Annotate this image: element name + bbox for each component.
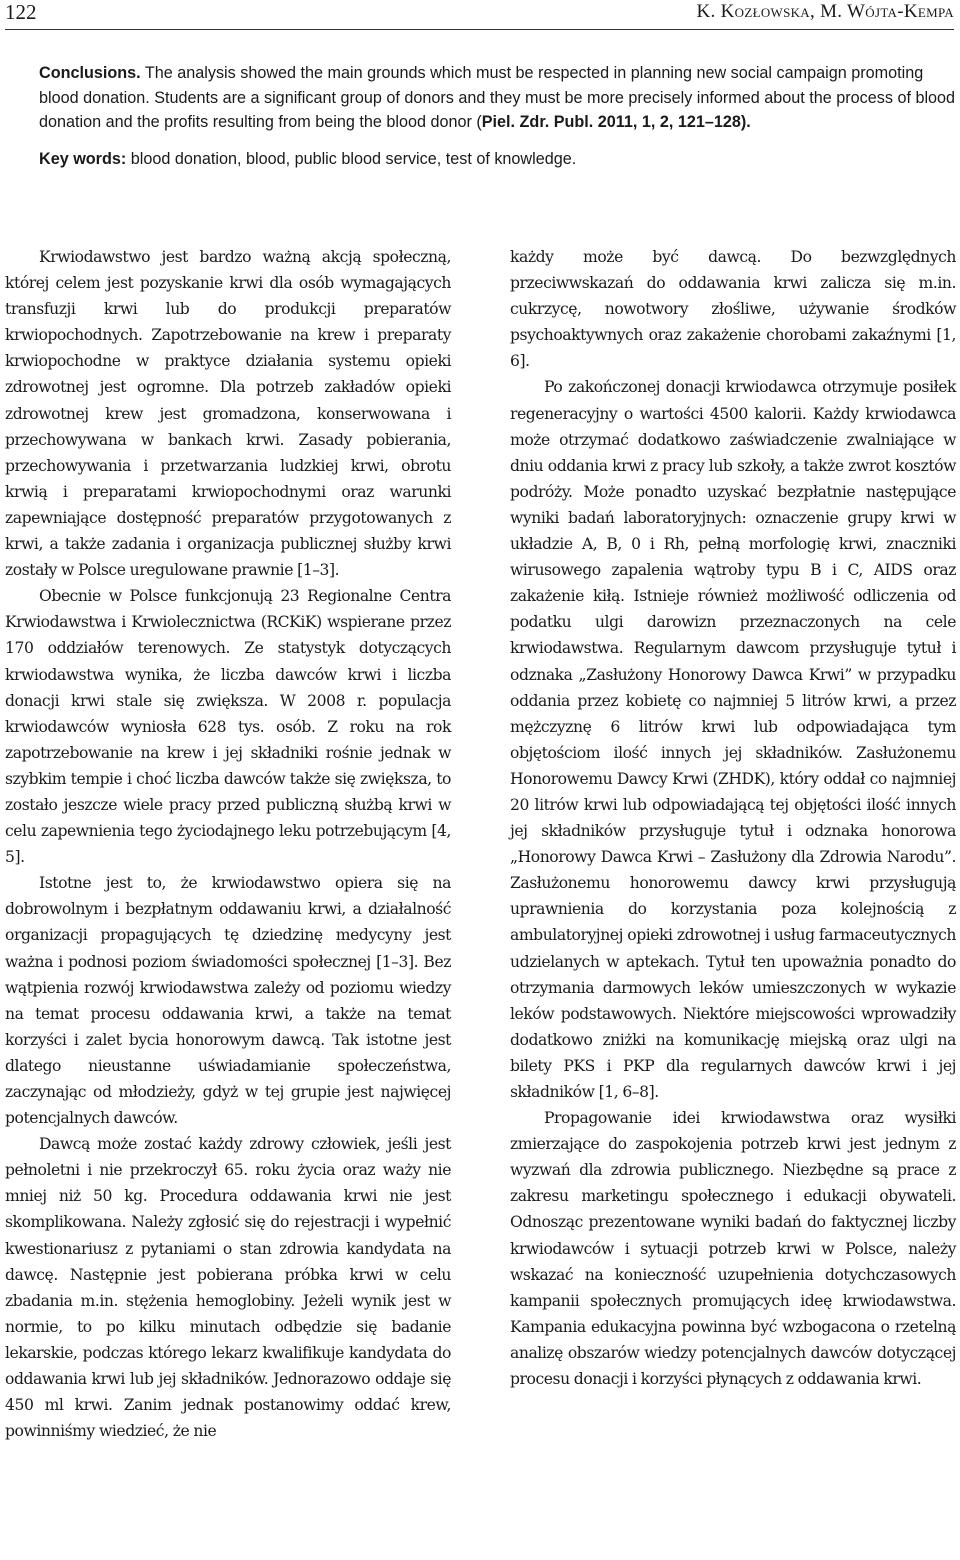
conclusions-label: Conclusions. <box>39 64 141 82</box>
body-paragraph: Obecnie w Polsce funkcjonują 23 Regionalne Centra Krwiodawstwa i Krwiolecznictwa (RCKiK) wspierane przez 170 oddziałów terenowych. Ze statystyk dotyczących krwiodawstwa wynika, że liczba dawców krwi i liczba donacji krwi stale się zwiększa. W 2008 r. populacja krwiodawców wyniosła 628 tys. osób. Z roku na rok zapotrzebowanie na krew i jej składniki rośnie jednak w szybkim tempie i choć liczba dawców także się zwiększa, to zostało jeszcze wiele pracy przed publiczną służbą krwi w celu zapewnienia tego życiodajnego leku potrzebującym [4, 5]. <box>5 587 451 867</box>
body-right-column <box>510 244 956 1392</box>
keywords-text: blood donation, blood, public blood service, test of knowledge. <box>130 149 577 168</box>
citation: Piel. Zdr. Publ. 2011, 1, 2, 121–128 <box>481 113 741 131</box>
abstract-section <box>39 61 957 171</box>
page-number: 122 <box>5 0 37 24</box>
page-header <box>5 0 954 26</box>
body-paragraph: Istotne jest to, że krwiodawstwo opiera się na dobrowolnym i bezpłatnym oddawaniu krwi, a działalność organizacji propagujących tę dziedzinę medycyny jest ważna i podnosi poziom świadomości społecznej [1–3]. Bez wątpienia rozwój krwiodawstwa zależy od poziomu wiedzy na temat procesu oddawania krwi, a także na temat korzyści i zalet bycia honorowym dawcą. Tak istotne jest dlatego nieustanne uświadamianie społeczeństwa, zaczynając od młodzieży, gdyż w tej grupie jest najwięcej potencjalnych dawców. <box>5 874 451 1128</box>
body-paragraph-continued: każdy może być dawcą. Do bezwzględnych przeciwwskazań do oddawania krwi zalicza się m.in. cukrzycę, nowotwory złośliwe, używanie środków psychoaktywnych oraz zakażenie chorobami zakaźnymi [1, 6]. <box>510 248 956 371</box>
conclusions-paragraph <box>39 61 957 135</box>
conclusions-text: The analysis showed the main grounds which must be respected in planning new social campaign promoting blood donation. Students are a significant group of donors and they must be more precisely informed about the process of blood donation and the profits resulting from being the blood donor ( <box>39 64 956 131</box>
body-paragraph: Dawcą może zostać każdy zdrowy człowiek, jeśli jest pełnoletni i nie przekroczył 65. roku życia oraz waży nie mniej niż 50 kg. Procedura oddawania krwi nie jest skomplikowana. Należy zgłosić się do rejestracji i wypełnić kwestionariusz z pytaniami o stan zdrowia kandydata na dawcę. Następnie jest pobierana próbka krwi w celu zbadania m.in. stężenia hemoglobiny. Jeżeli wynik jest w normie, to po kilku minutach odbędzie się badanie lekarskie, podczas którego lekarz kwalifikuje kandydata do oddawania krwi lub jej składników. Jednorazowo oddaje się 450 ml krwi. Zanim jednak postanowimy oddać krew, powinniśmy wiedzieć, że nie <box>5 1135 451 1441</box>
keywords-paragraph <box>39 147 957 172</box>
body-left-column <box>5 244 451 1444</box>
header-rule <box>5 29 954 30</box>
body-paragraph: Propagowanie idei krwiodawstwa oraz wysiłki zmierzające do zaspokojenia potrzeb krwi jest jednym z wyzwań dla zdrowia publicznego. Niezbędne są prace z zakresu marketingu społecznego i edukacji obywateli. Odnosząc prezentowane wyniki badań do faktycznej liczby krwiodawców i sytuacji potrzeb krwi w Polsce, należy wskazać na konieczność uzupełnienia dotychczasowych kampanii społecznych promujących ideę krwiodawstwa. Kampania edukacyjna powinna być wzbogacona o rzetelną analizę obszarów wiedzy potencjalnych dawców dotyczącej procesu donacji i korzyści płynących z oddawania krwi. <box>510 1109 956 1389</box>
body-paragraph: Po zakończonej donacji krwiodawca otrzymuje posiłek regeneracyjny o wartości 4500 kalorii. Każdy krwiodawca może otrzymać dodatkowo zaświadczenie zwalniające w dniu oddania krwi z pracy lub szkoły, a także zwrot kosztów podróży. Może ponadto uzyskać bezpłatnie następujące wyniki badań laboratoryjnych: oznaczenie grupy krwi w układzie A, B, 0 i Rh, pełną morfologię krwi, znaczniki wirusowego zapalenia wątroby typu B i C, AIDS oraz zakażenie kiłą. Istnieje również możliwość odliczenia od podatku ulgi darowizn przeznaczonych na cele krwiodawstwa. Regularnym dawcom przysługuje tytuł i odznaka „Zasłużony Honorowy Dawca Krwi” w przypadku oddania przez kobietę co najmniej 5 litrów krwi, a przez mężczyznę 6 litrów krwi lub odpowiadająca tym objętościom ilość innych jej składników. Zasłużonemu Honorowemu Dawcy Krwi (ZHDK), który oddał co najmniej 20 litrów krwi lub odpowiadającą tej objętości ilość innych jej składników przysługuje tytuł i odznaka honorowa „Honorowy Dawca Krwi – Zasłużony dla Zdrowia Narodu”. Zasłużonemu honorowemu dawcy krwi przysługują uprawnienia do korzystania poza kolejnością z ambulatoryjnej opieki zdrowotnej i usług farmaceutycznych udzielanych w aptekach. Tytuł ten upoważnia ponadto do otrzymania darmowych leków umieszczonych w wykazie leków podstawowych. Niektóre miejscowości wprowadziły dodatkowo zniżki na komunikację miejską oraz ulgi na bilety PKS i PKP dla regularnych dawców krwi i jej składników [1, 6–8]. <box>510 378 956 1101</box>
running-head-authors: K. Kozłowska, M. Wójta-Kempa <box>696 1 954 22</box>
keywords-label: Key words: <box>39 149 127 168</box>
body-paragraph: Krwiodawstwo jest bardzo ważną akcją społeczną, której celem jest pozyskanie krwi dla osób wymagających transfuzji krwi lub do produkcji preparatów krwiopochodnych. Zapotrzebowanie na krew i preparaty krwiopochodne w praktyce działania systemu opieki zdrowotnej jest ogromne. Dla potrzeb zakładów opieki zdrowotnej krew jest gromadzona, konserwowana i przechowywana w bankach krwi. Zasady pobierania, przechowywania i przetwarzania ludzkiej krwi, obrotu krwią i preparatami krwiopochodnymi oraz warunki zapewniające dostępność preparatów przygotowanych z krwi, a także zadania i organizacja publicznej służby krwi zostały w Polsce uregulowane prawnie [1–3]. <box>5 248 451 580</box>
citation-end: ). <box>740 113 751 131</box>
